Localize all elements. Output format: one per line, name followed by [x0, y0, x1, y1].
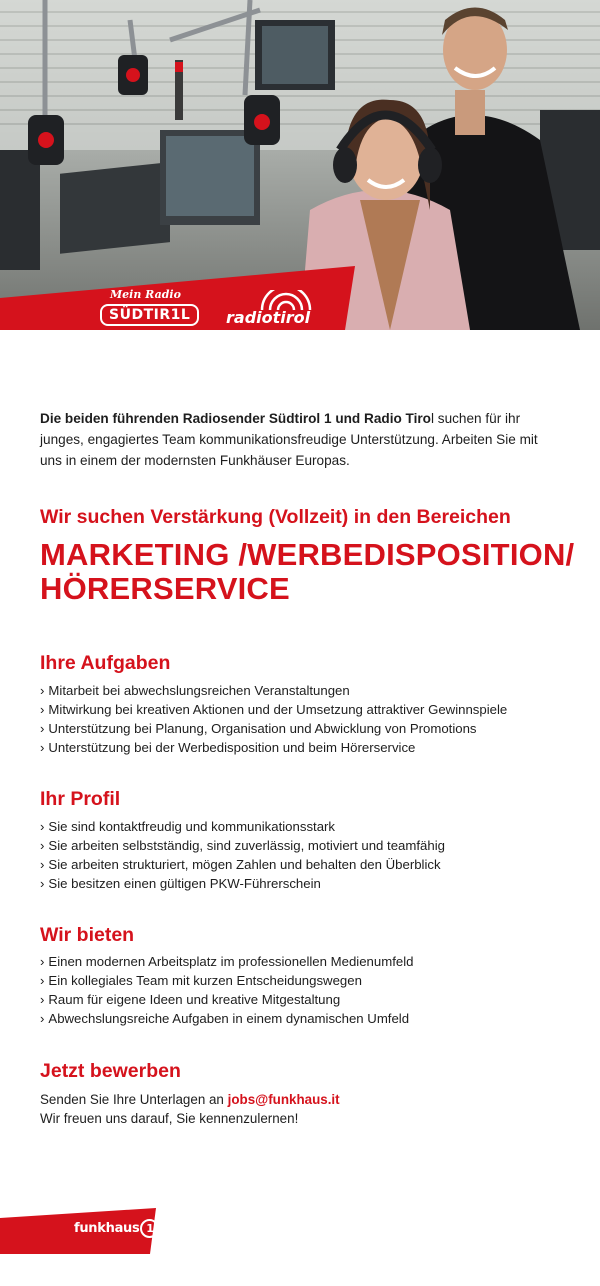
title-line-1: MARKETING /WERBEDISPOSITION/: [40, 537, 575, 572]
list-item: › Unterstützung bei der Werbedisposition und beim Hörerservice: [40, 740, 416, 755]
chevron-right-icon: ›: [40, 819, 45, 834]
title-line-2: HÖRERSERVICE: [40, 571, 290, 606]
suedtirol1-logo: [96, 290, 216, 330]
section-heading-apply: Jetzt bewerben: [40, 1060, 181, 1082]
chevron-right-icon: ›: [40, 702, 45, 717]
logo-wordmark: SÜDTIR1L: [100, 304, 199, 326]
intro-bold: Die beiden führenden Radiosender Südtirol 1 und Radio Tiro: [40, 411, 431, 426]
radiotirol-logo: [226, 290, 336, 330]
list-item: › Sie arbeiten strukturiert, mögen Zahlen und behalten den Überblick: [40, 857, 441, 872]
list-item: › Unterstützung bei Planung, Organisation und Abwicklung von Promotions: [40, 721, 477, 736]
logo-tagline: Mein Radio: [110, 288, 181, 301]
funkhaus-one-icon: 1: [140, 1219, 159, 1238]
radio-waves-icon: [256, 290, 316, 310]
list-item: › Sie besitzen einen gültigen PKW-Führerschein: [40, 876, 321, 891]
chevron-right-icon: ›: [40, 1011, 45, 1026]
funkhaus-wordmark: funkhaus: [74, 1221, 140, 1236]
page-title: [40, 538, 574, 606]
list-item: › Ein kollegiales Team mit kurzen Entscheidungswegen: [40, 973, 362, 988]
chevron-right-icon: ›: [40, 740, 45, 755]
hero-photo: [0, 0, 600, 330]
chevron-right-icon: ›: [40, 876, 45, 891]
list-bieten: [40, 952, 413, 1028]
email-link[interactable]: jobs@funkhaus.it: [227, 1092, 340, 1107]
intro-paragraph: [40, 408, 560, 471]
list-item: › Abwechslungsreiche Aufgaben in einem dynamischen Umfeld: [40, 1011, 410, 1026]
chevron-right-icon: ›: [40, 973, 45, 988]
chevron-right-icon: ›: [40, 838, 45, 853]
red-banner-shape: [0, 0, 600, 330]
list-item: › Einen modernen Arbeitsplatz im professionellen Medienumfeld: [40, 954, 414, 969]
subheading: Wir suchen Verstärkung (Vollzeit) in den Bereichen: [40, 506, 511, 528]
list-item: › Raum für eigene Ideen und kreative Mitgestaltung: [40, 992, 341, 1007]
section-heading-profil: Ihr Profil: [40, 788, 121, 810]
funkhaus-logo: [74, 1219, 159, 1238]
apply-text: [40, 1090, 340, 1128]
apply-line-prefix: Senden Sie Ihre Unterlagen an: [40, 1092, 228, 1107]
intro-text: l suchen für ihr junges, engagiertes Team kommunikationsfreudige Unterstützung. Arbeiten Sie mit uns in einem der modernsten Funkhäuser Europas.: [40, 411, 538, 468]
chevron-right-icon: ›: [40, 992, 45, 1007]
chevron-right-icon: ›: [40, 954, 45, 969]
list-aufgaben: [40, 681, 507, 757]
apply-line-2: Wir freuen uns darauf, Sie kennenzulernen!: [40, 1111, 299, 1126]
list-item: › Mitwirkung bei kreativen Aktionen und der Umsetzung attraktiver Gewinnspiele: [40, 702, 508, 717]
chevron-right-icon: ›: [40, 683, 45, 698]
list-profil: [40, 817, 445, 893]
list-item: › Mitarbeit bei abwechslungsreichen Veranstaltungen: [40, 683, 350, 698]
list-item: › Sie sind kontaktfreudig und kommunikationsstark: [40, 819, 336, 834]
chevron-right-icon: ›: [40, 721, 45, 736]
section-heading-bieten: Wir bieten: [40, 924, 135, 946]
section-heading-aufgaben: Ihre Aufgaben: [40, 652, 171, 674]
list-item: › Sie arbeiten selbstständig, sind zuverlässig, motiviert und teamfähig: [40, 838, 445, 853]
chevron-right-icon: ›: [40, 857, 45, 872]
logo-wordmark: radiotirol: [226, 308, 311, 327]
